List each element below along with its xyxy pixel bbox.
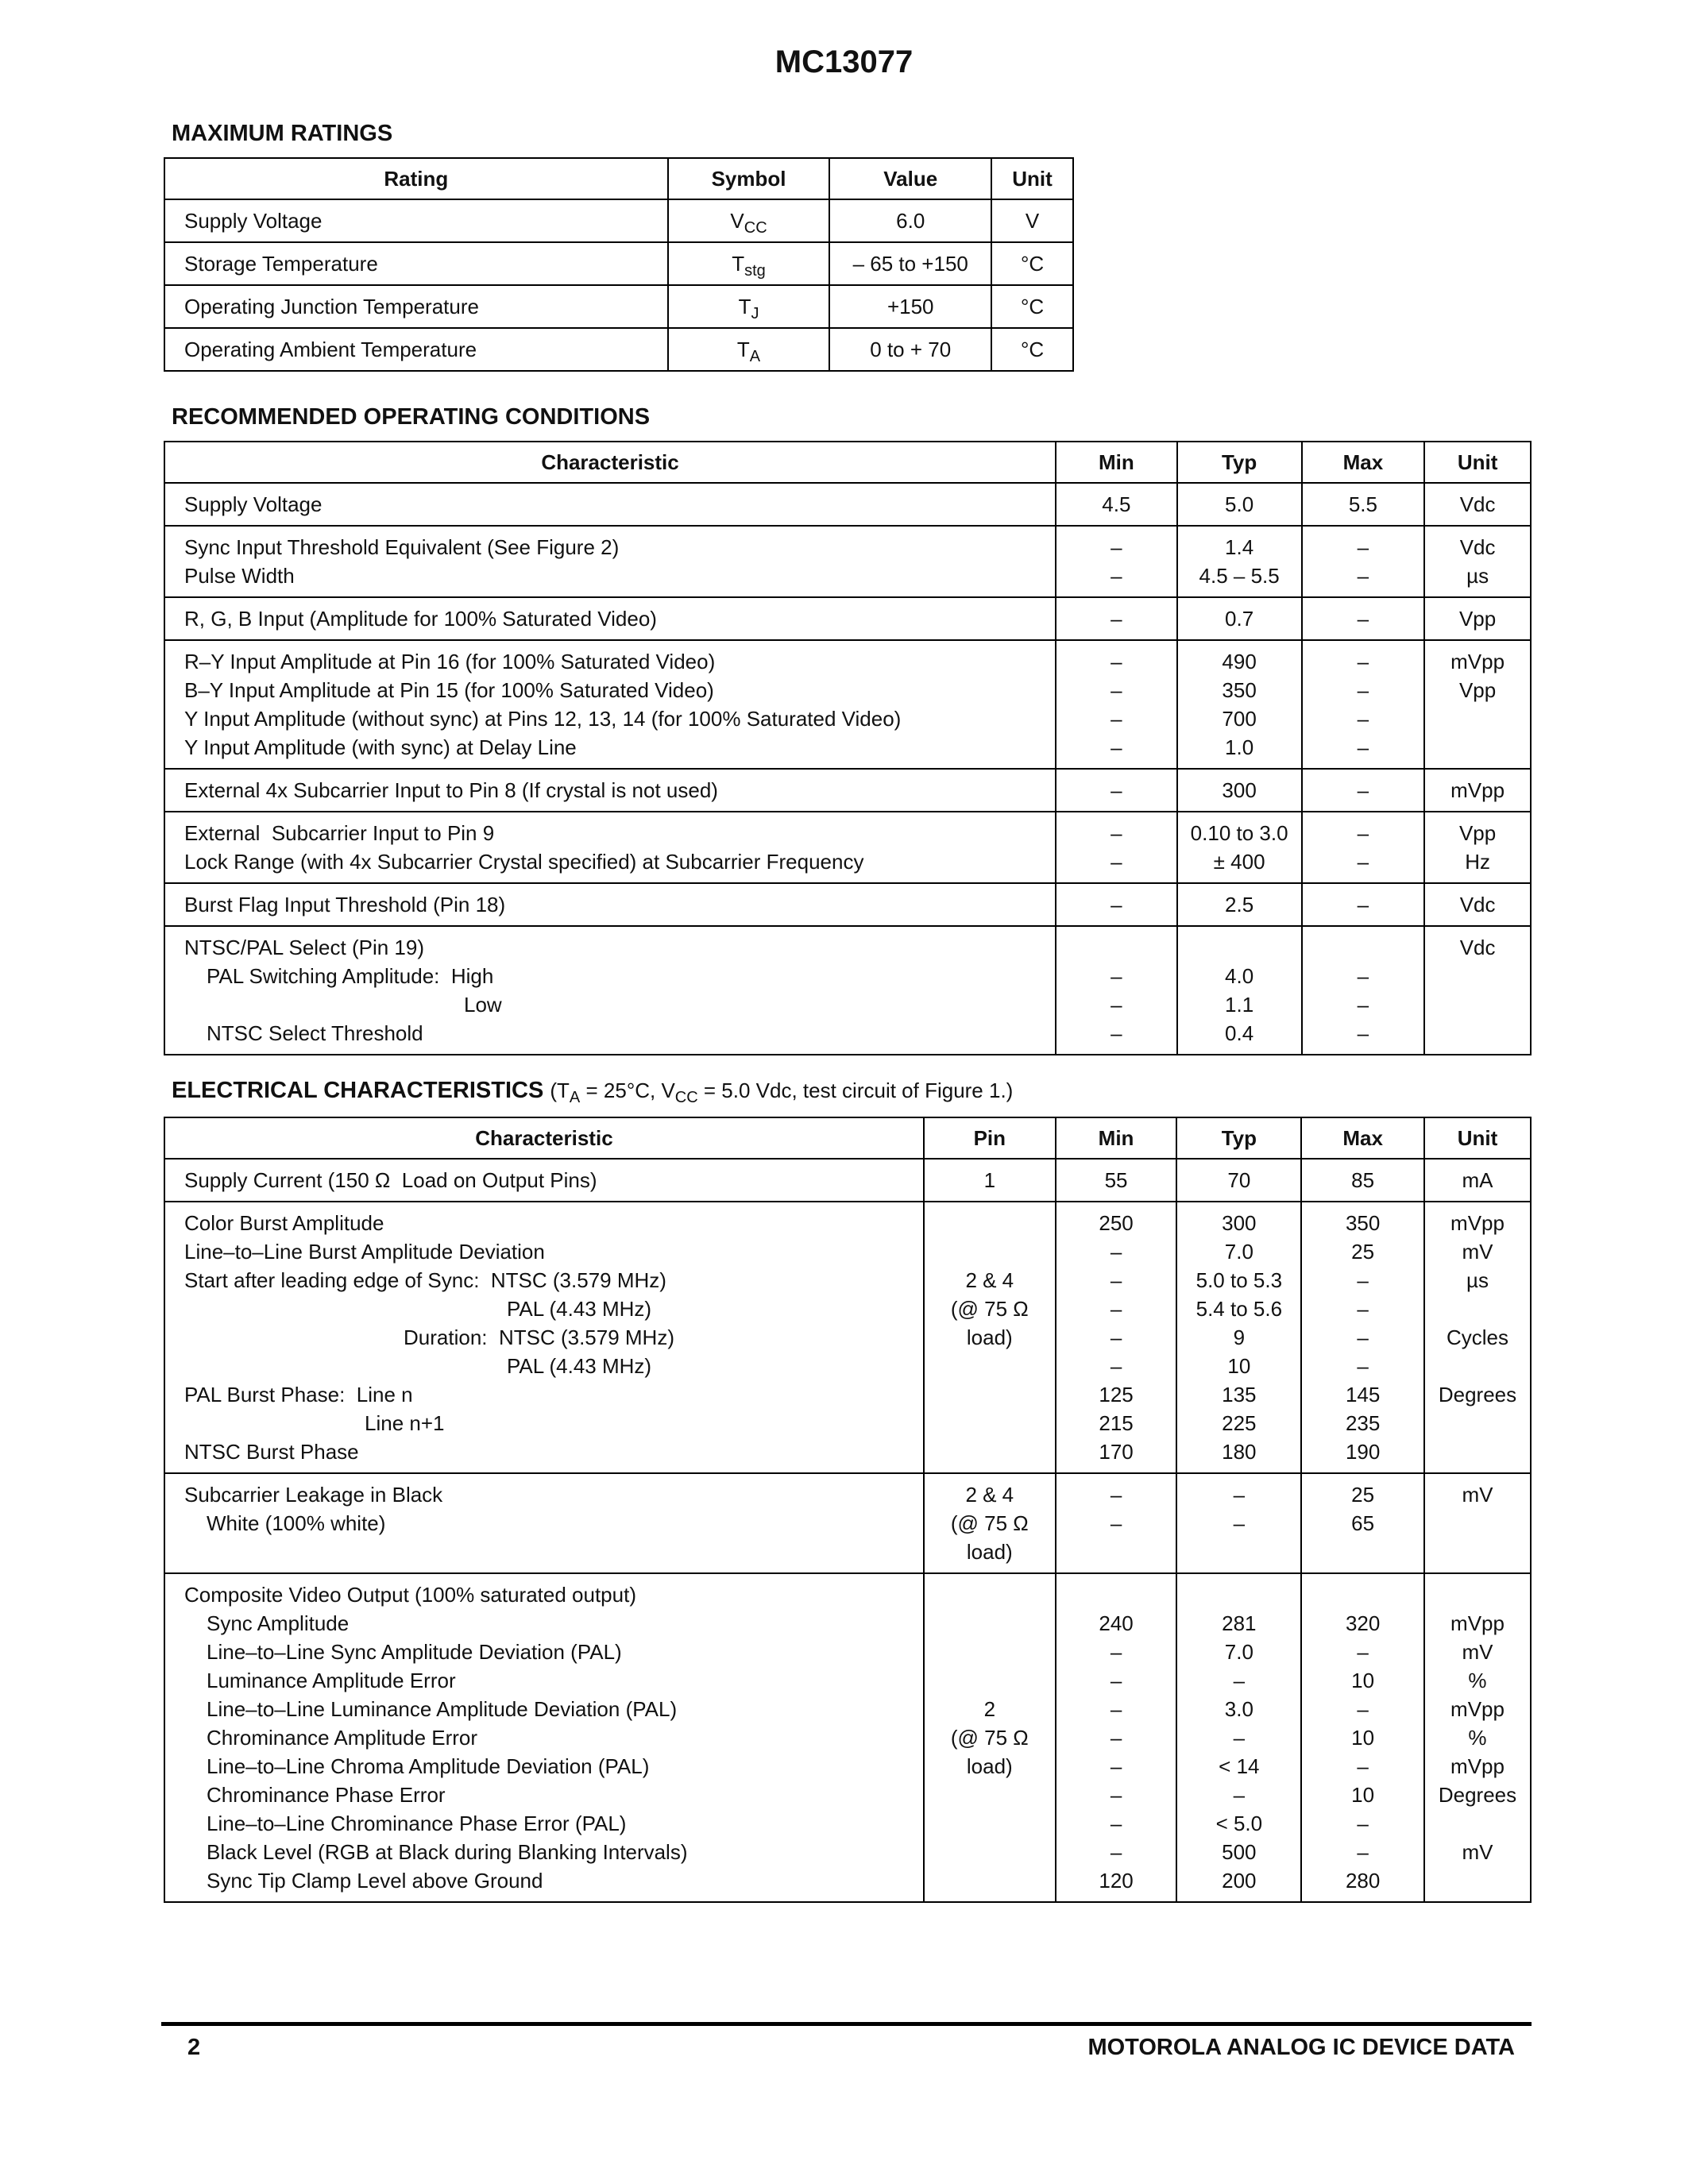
- characteristic-cell: External 4x Subcarrier Input to Pin 8 (If crystal is not used): [164, 769, 1056, 812]
- max-cell: – – –: [1302, 926, 1425, 1055]
- min-cell: – –: [1056, 812, 1177, 883]
- max-cell: – –: [1302, 812, 1425, 883]
- unit-cell: Vpp: [1424, 597, 1531, 640]
- table-row: [164, 1573, 1531, 1902]
- max-ratings-heading: MAXIMUM RATINGS: [172, 121, 393, 146]
- rating-cell: Operating Junction Temperature: [164, 285, 668, 328]
- unit-cell: Vdc: [1424, 883, 1531, 926]
- rating-cell: Supply Voltage: [164, 199, 668, 242]
- typ-cell: 300: [1177, 769, 1302, 812]
- characteristic-cell: Supply Voltage: [164, 483, 1056, 526]
- typ-cell: 490 350 700 1.0: [1177, 640, 1302, 769]
- symbol-cell: $V_{CC}$: [668, 199, 830, 242]
- test-conditions: ($T_A = 25^\circ C$, $V_{CC} = 5.0$ Vdc, test circuit of Figure 1.): [550, 1078, 1014, 1106]
- table-row: [164, 883, 1531, 926]
- unit-cell: mVpp mV µs Cycles Degrees: [1424, 1202, 1531, 1473]
- table-row: [164, 526, 1531, 597]
- min-cell: – –: [1056, 526, 1177, 597]
- characteristic-cell: Color Burst Amplitude Line–to–Line Burst Amplitude Deviation Start after leading edge of Sync: NTSC (3.579 MHz) PAL (4.43 MHz) Duration: NTSC (3.579 MHz) PAL (4.43 MHz) PAL Burst Phase: Line n Line n+1 NTSC Burst Phase: [164, 1202, 924, 1473]
- unit-cell: mVpp mV % mVpp % mVpp Degrees mV: [1424, 1573, 1531, 1902]
- characteristic-cell: External Subcarrier Input to Pin 9 Lock Range (with 4x Subcarrier Crystal specified) at Subcarrier Frequency: [164, 812, 1056, 883]
- characteristic-cell: Supply Current (150 Ω Load on Output Pins): [164, 1159, 924, 1202]
- min-cell: –: [1056, 769, 1177, 812]
- unit-cell: Vpp Hz: [1424, 812, 1531, 883]
- column-header: Typ: [1177, 442, 1302, 483]
- min-cell: 240 – – – – – – – – 120: [1056, 1573, 1177, 1902]
- min-cell: –: [1056, 883, 1177, 926]
- typ-cell: 70: [1176, 1159, 1301, 1202]
- unit-cell: Vdc: [1424, 926, 1531, 1055]
- column-header: Typ: [1176, 1117, 1301, 1159]
- unit-cell: °C: [991, 242, 1073, 285]
- column-header: Min: [1056, 442, 1177, 483]
- rec-op-heading: RECOMMENDED OPERATING CONDITIONS: [172, 404, 651, 430]
- column-header: Symbol: [668, 158, 830, 199]
- typ-cell: 0.10 to 3.0 ± 400: [1177, 812, 1302, 883]
- unit-cell: Vdc µs: [1424, 526, 1531, 597]
- typ-cell: 281 7.0 – 3.0 – < 14 – < 5.0 500 200: [1176, 1573, 1301, 1902]
- max-cell: –: [1302, 597, 1425, 640]
- max-cell: –: [1302, 769, 1425, 812]
- max-cell: – –: [1302, 526, 1425, 597]
- max-cell: 85: [1301, 1159, 1424, 1202]
- table-row: [164, 926, 1531, 1055]
- column-header: Unit: [1424, 442, 1531, 483]
- table-row: [164, 483, 1531, 526]
- min-cell: 250 – – – – – 125 215 170: [1056, 1202, 1177, 1473]
- typ-cell: 1.4 4.5 – 5.5: [1177, 526, 1302, 597]
- typ-cell: 5.0: [1177, 483, 1302, 526]
- table-row: [164, 285, 1073, 328]
- column-header: Max: [1301, 1117, 1424, 1159]
- max-cell: 5.5: [1302, 483, 1425, 526]
- column-header: Unit: [991, 158, 1073, 199]
- min-cell: – – – –: [1056, 640, 1177, 769]
- min-cell: 55: [1056, 1159, 1177, 1202]
- value-cell: 6.0: [829, 199, 991, 242]
- rating-cell: Operating Ambient Temperature: [164, 328, 668, 371]
- table-row: [164, 1202, 1531, 1473]
- characteristic-cell: Subcarrier Leakage in Black White (100% white): [164, 1473, 924, 1573]
- characteristic-cell: Sync Input Threshold Equivalent (See Figure 2) Pulse Width: [164, 526, 1056, 597]
- table-row: [164, 640, 1531, 769]
- pin-cell: 2 & 4 (@ 75 Ω load): [924, 1473, 1056, 1573]
- symbol-cell: $T_{stg}$: [668, 242, 830, 285]
- min-cell: – –: [1056, 1473, 1177, 1573]
- pin-cell: 1: [924, 1159, 1056, 1202]
- characteristic-cell: Composite Video Output (100% saturated output) Sync Amplitude Line–to–Line Sync Amplitude Deviation (PAL) Luminance Amplitude Error Line–to–Line Luminance Amplitude Deviation (PAL) Chrominance Amplitude Error Line–to–Line Chroma Amplitude Deviation (PAL) Chrominance Phase Error Line–to–Line Chrominance Phase Error (PAL) Black Level (RGB at Black during Blanking Intervals) Sync Tip Clamp Level above Ground: [164, 1573, 924, 1902]
- typ-cell: 2.5: [1177, 883, 1302, 926]
- column-header: Value: [829, 158, 991, 199]
- characteristic-cell: NTSC/PAL Select (Pin 19) PAL Switching Amplitude: High Low NTSC Select Threshold: [164, 926, 1056, 1055]
- pin-cell: 2 (@ 75 Ω load): [924, 1573, 1056, 1902]
- table-row: [164, 328, 1073, 371]
- rating-cell: Storage Temperature: [164, 242, 668, 285]
- page-title: MC13077: [774, 44, 914, 79]
- value-cell: +150: [829, 285, 991, 328]
- typ-cell: 300 7.0 5.0 to 5.3 5.4 to 5.6 9 10 135 225 180: [1176, 1202, 1301, 1473]
- rec-op-table: [164, 441, 1532, 1055]
- table-row: [164, 1159, 1531, 1202]
- value-cell: – 65 to +150: [829, 242, 991, 285]
- unit-cell: °C: [991, 285, 1073, 328]
- max-cell: – – – –: [1302, 640, 1425, 769]
- column-header: Characteristic: [164, 442, 1056, 483]
- max-cell: –: [1302, 883, 1425, 926]
- characteristic-cell: R, G, B Input (Amplitude for 100% Saturated Video): [164, 597, 1056, 640]
- footer-rule: [161, 2022, 1532, 2026]
- unit-cell: V: [991, 199, 1073, 242]
- elec-table: [164, 1117, 1532, 1903]
- typ-cell: 4.0 1.1 0.4: [1177, 926, 1302, 1055]
- table-row: [164, 812, 1531, 883]
- max-cell: 350 25 – – – – 145 235 190: [1301, 1202, 1424, 1473]
- table-row: [164, 199, 1073, 242]
- page-number: 2: [187, 2035, 201, 2060]
- column-header: Min: [1056, 1117, 1177, 1159]
- typ-cell: – –: [1176, 1473, 1301, 1573]
- characteristic-cell: Burst Flag Input Threshold (Pin 18): [164, 883, 1056, 926]
- min-cell: – – –: [1056, 926, 1177, 1055]
- unit-cell: mVpp Vpp: [1424, 640, 1531, 769]
- table-row: [164, 1473, 1531, 1573]
- table-header-row: [164, 442, 1531, 483]
- max-cell: 25 65: [1301, 1473, 1424, 1573]
- table-row: [164, 242, 1073, 285]
- column-header: Max: [1302, 442, 1425, 483]
- symbol-cell: $T_J$: [668, 285, 830, 328]
- pin-cell: 2 & 4 (@ 75 Ω load): [924, 1202, 1056, 1473]
- unit-cell: mA: [1424, 1159, 1531, 1202]
- footer-text: MOTOROLA ANALOG IC DEVICE DATA: [1087, 2035, 1515, 2060]
- unit-cell: mV: [1424, 1473, 1531, 1573]
- typ-cell: 0.7: [1177, 597, 1302, 640]
- characteristic-cell: R–Y Input Amplitude at Pin 16 (for 100% Saturated Video) B–Y Input Amplitude at Pin 15 (for 100% Saturated Video) Y Input Amplitude (without sync) at Pins 12, 13, 14 (for 100% Saturated Video) Y Input Amplitude (with sync) at Delay Line: [164, 640, 1056, 769]
- column-header: Unit: [1424, 1117, 1531, 1159]
- table-row: [164, 597, 1531, 640]
- column-header: Pin: [924, 1117, 1056, 1159]
- table-header-row: [164, 1117, 1531, 1159]
- elec-heading: ELECTRICAL CHARACTERISTICS ($T_A = 25^\circ C$, $V_{CC} = 5.0$ Vdc, test circuit of Figure 1.): [172, 1078, 1014, 1106]
- min-cell: –: [1056, 597, 1177, 640]
- column-header: Rating: [164, 158, 668, 199]
- unit-cell: mVpp: [1424, 769, 1531, 812]
- max-cell: 320 – 10 – 10 – 10 – – 280: [1301, 1573, 1424, 1902]
- table-row: [164, 769, 1531, 812]
- column-header: Characteristic: [164, 1117, 924, 1159]
- unit-cell: Vdc: [1424, 483, 1531, 526]
- max-ratings-table: [164, 157, 1074, 372]
- unit-cell: °C: [991, 328, 1073, 371]
- table-header-row: [164, 158, 1073, 199]
- min-cell: 4.5: [1056, 483, 1177, 526]
- value-cell: 0 to + 70: [829, 328, 991, 371]
- symbol-cell: $T_A$: [668, 328, 830, 371]
